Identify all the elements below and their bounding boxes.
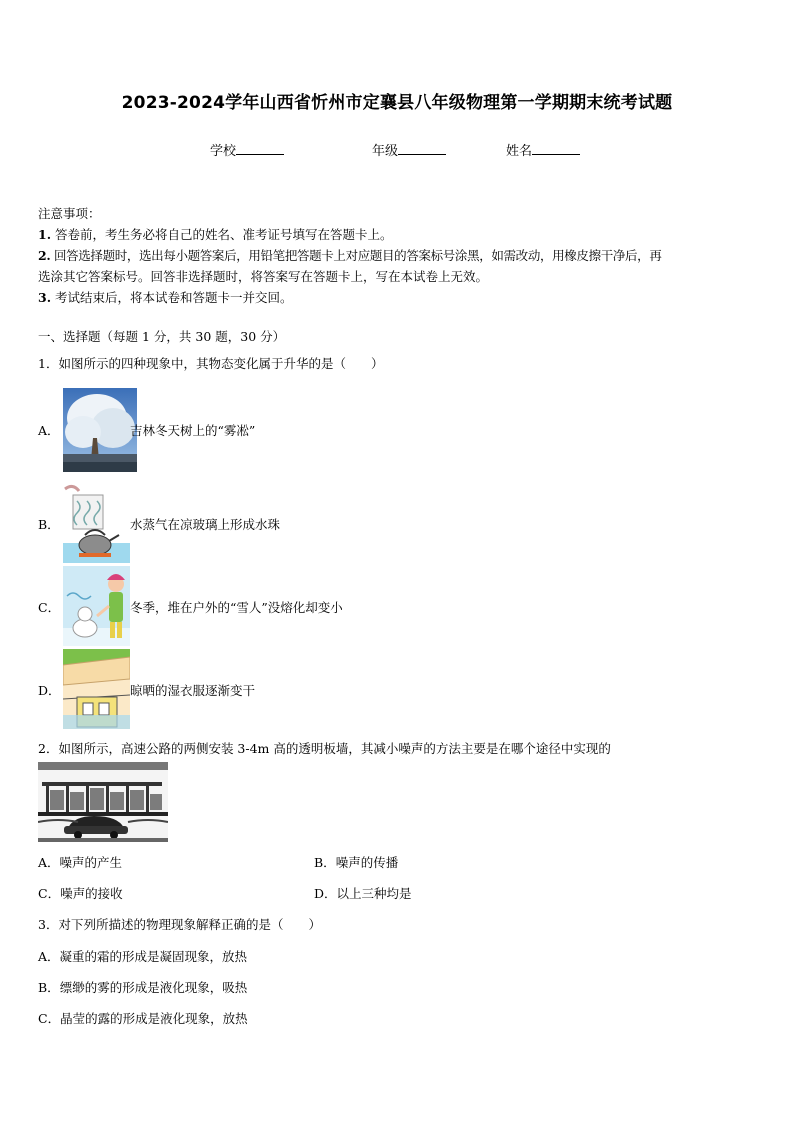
grade-label: 年级 bbox=[372, 144, 399, 159]
q1-option-a-text: 吉林冬天树上的“雾凇” bbox=[130, 423, 256, 438]
q1-option-c-letter[interactable]: C． bbox=[38, 600, 61, 615]
q1-option-d-text: 晾晒的湿衣服逐渐变干 bbox=[130, 683, 256, 698]
kettle-steam-image bbox=[63, 483, 130, 567]
q3-option-a[interactable]: A．凝重的霜的形成是凝固现象，放热 bbox=[38, 949, 248, 964]
question-1-stem: 1．如图所示的四种现象中，其物态变化属于升华的是（ ） bbox=[38, 356, 384, 371]
name-blank[interactable] bbox=[532, 142, 580, 155]
name-label: 姓名 bbox=[506, 144, 533, 159]
exam-title: 2023-2024学年山西省忻州市定襄县八年级物理第一学期期末统考试题 bbox=[121, 93, 673, 113]
highway-wall-image bbox=[38, 762, 168, 846]
question-3-stem: 3．对下列所描述的物理现象解释正确的是（ ） bbox=[38, 917, 321, 932]
note-item-3: 3. 考试结束后，将本试卷和答题卡一并交回。 bbox=[38, 290, 293, 305]
rime-tree-image bbox=[63, 388, 137, 476]
name-field[interactable] bbox=[506, 140, 580, 159]
school-label: 学校 bbox=[210, 144, 237, 159]
snowman-image bbox=[63, 566, 130, 650]
q1-option-b-letter[interactable]: B． bbox=[38, 517, 60, 532]
section-heading: 一、选择题（每题 1 分，共 30 题，30 分） bbox=[38, 329, 286, 344]
school-blank[interactable] bbox=[236, 142, 284, 155]
school-field[interactable] bbox=[210, 140, 284, 159]
q2-option-c[interactable]: C．噪声的接收 bbox=[38, 886, 123, 901]
q1-option-d-letter[interactable]: D． bbox=[38, 683, 61, 698]
q3-option-b[interactable]: B．缥缈的雾的形成是液化现象，吸热 bbox=[38, 980, 248, 995]
notes-section bbox=[38, 203, 758, 308]
drying-clothes-image bbox=[63, 649, 130, 733]
q2-option-b[interactable]: B．噪声的传播 bbox=[314, 855, 399, 870]
notes-heading: 注意事项： bbox=[38, 206, 101, 221]
q1-option-a-letter[interactable]: A． bbox=[38, 423, 60, 438]
note-item-2-continued: 选涂其它答案标号。回答非选择题时，将答案写在答题卡上，写在本试卷上无效。 bbox=[38, 269, 489, 284]
q2-option-a[interactable]: A．噪声的产生 bbox=[38, 855, 123, 870]
grade-blank[interactable] bbox=[398, 142, 446, 155]
question-2-stem: 2．如图所示，高速公路的两侧安装 3-4m 高的透明板墙，其减小噪声的方法主要是在哪个途径中实现的 bbox=[38, 741, 611, 756]
q3-option-c[interactable]: C．晶莹的露的形成是液化现象，放热 bbox=[38, 1011, 248, 1026]
note-item-1: 1. 答卷前，考生务必将自己的姓名、准考证号填写在答题卡上。 bbox=[38, 227, 393, 242]
grade-field[interactable] bbox=[372, 140, 446, 159]
q2-option-d[interactable]: D．以上三种均是 bbox=[314, 886, 412, 901]
note-item-2: 2. 回答选择题时，选出每小题答案后，用铅笔把答题卡上对应题目的答案标号涂黑，如需改动，用橡皮擦干净后，再 bbox=[38, 248, 662, 263]
q1-option-c-text: 冬季，堆在户外的“雪人”没熔化却变小 bbox=[130, 600, 343, 615]
q1-option-b-text: 水蒸气在凉玻璃上形成水珠 bbox=[130, 517, 281, 532]
